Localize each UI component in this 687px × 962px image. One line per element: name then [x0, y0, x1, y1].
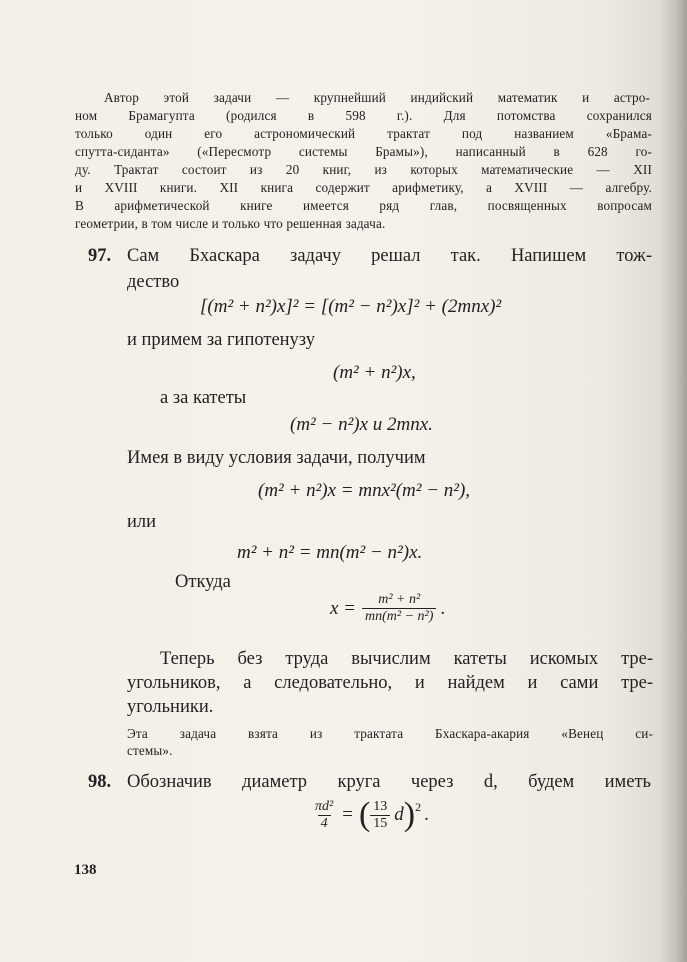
- p97-or-text: или: [127, 512, 157, 532]
- ratio-numerator: 13: [373, 798, 388, 814]
- p97-line-2: дество: [127, 272, 180, 292]
- circle-area-fraction: [312, 799, 336, 832]
- ratio-fraction: [370, 799, 390, 832]
- exponent: 2: [415, 800, 422, 814]
- ratio-denominator: 15: [370, 815, 390, 832]
- note-line-4: спутта-сиданта» («Пересмотр системы Брамы»), написанный в 628 го-: [75, 144, 652, 159]
- p97-final-line-1: Теперь без труда вычислим катеты искомых тре-: [160, 649, 653, 669]
- equation-hypotenuse: (m² + n²)x,: [333, 362, 416, 383]
- equation-period: .: [424, 804, 429, 825]
- p97-legs-text: а за катеты: [160, 388, 247, 408]
- diameter-variable: d: [394, 804, 404, 825]
- p97-hypotenuse-text: и примем за гипотенузу: [127, 330, 315, 350]
- equals-sign: =: [342, 804, 353, 825]
- p97-condition-text: Имея в виду условия задачи, получим: [127, 448, 426, 468]
- solution-fraction: [362, 592, 436, 625]
- page-number: 138: [74, 862, 97, 878]
- problem-number-97: 97.: [88, 246, 112, 266]
- note-line-6: и XVIII книги. XII книга содержит арифметику, а XVIII — алгебру.: [75, 180, 652, 195]
- p97-final-line-2: угольников, а следовательно, и найдем и сами тре-: [127, 673, 653, 693]
- p97-line-1: Сам Бхаскара задачу решал так. Напишем тож-: [127, 246, 652, 266]
- page-edge-shadow: [659, 0, 687, 962]
- equation-circle: [312, 798, 429, 832]
- solution-denominator: mn(m² − n²): [362, 608, 436, 625]
- note-line-7: В арифметической книге имеется ряд глав, посвященных вопросам: [75, 198, 652, 213]
- p97-whence-text: Откуда: [175, 572, 231, 592]
- solution-numerator: m² + n²: [378, 592, 421, 607]
- note-line-1: Автор этой задачи — крупнейший индийский математик и астро-: [104, 90, 650, 105]
- equation-identity: [(m² + n²)x]² = [(m² − n²)x]² + (2mnx)²: [200, 296, 502, 317]
- p98-line-1: Обозначив диаметр круга через d, будем иметь: [127, 772, 651, 792]
- note-line-5: ду. Трактат состоит из 20 книг, из которых математические — XII: [75, 162, 652, 177]
- equation-solution-x: [330, 592, 445, 625]
- p97-final-line-3: угольники.: [127, 697, 214, 717]
- circle-area-denominator: 4: [318, 815, 331, 832]
- solution-lhs: x =: [330, 597, 357, 619]
- paren-close: ): [403, 796, 416, 833]
- note-line-8: геометрии, в том числе и только что решенная задача.: [75, 216, 386, 231]
- source-note-line-1: Эта задача взята из трактата Бхаскара-акария «Венец си-: [127, 726, 653, 741]
- source-note-line-2: стемы».: [127, 743, 173, 758]
- paren-open: (: [358, 796, 371, 833]
- equation-simplified: m² + n² = mn(m² − n²)x.: [237, 542, 423, 563]
- problem-number-98: 98.: [88, 772, 112, 792]
- equation-condition: (m² + n²)x = mnx²(m² − n²),: [258, 480, 471, 501]
- circle-area-numerator: πd²: [315, 798, 334, 814]
- equation-legs: (m² − n²)x и 2mnx.: [290, 414, 433, 435]
- note-line-2: ном Брамагупта (родился в 598 г.). Для потомства сохранился: [75, 108, 652, 123]
- solution-period: .: [440, 597, 446, 619]
- note-line-3: только один его астрономический трактат под названием «Брама-: [75, 126, 652, 141]
